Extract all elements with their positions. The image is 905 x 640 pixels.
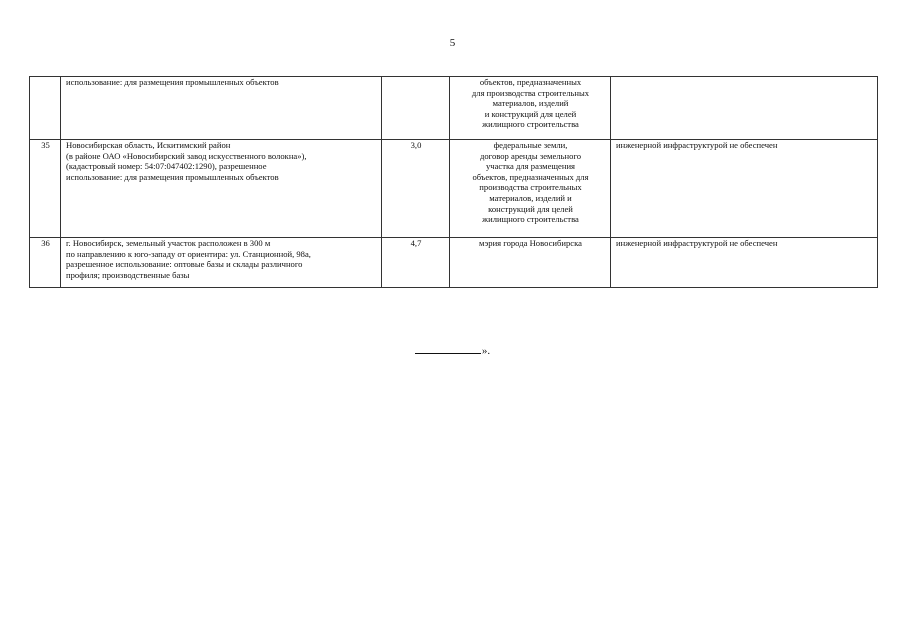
location-cell: г. Новосибирск, земельный участок расположен в 300 м по направлению к юго-западу от ориентира: ул. Станционной, 98а, разрешенное использование: оптовые базы и склады различного профиля; производственные базы [61, 238, 382, 288]
infrastructure-cell: инженерной инфраструктурой не обеспечен [611, 140, 878, 238]
table-row [30, 238, 878, 288]
ownership-cell: федеральные земли, договор аренды земельного участка для размещения объектов, предназначенных для производства строительных материалов, изделий и конструкций для целей жилищного строительства [450, 140, 611, 238]
infrastructure-cell [611, 77, 878, 140]
location-cell: Новосибирская область, Искитимский район (в районе ОАО «Новосибирский завод искусственного волокна»), (кадастровый номер: 54:07:047402:1290), разрешенное использование: для размещения промышленных объектов [61, 140, 382, 238]
row-number-cell [30, 77, 61, 140]
table-row [30, 77, 878, 140]
area-cell: 3,0 [382, 140, 450, 238]
area-cell: 4,7 [382, 238, 450, 288]
table-row [30, 140, 878, 238]
closing-quote: ». [481, 345, 491, 357]
signature-line [415, 344, 481, 354]
ownership-cell: мэрия города Новосибирска [450, 238, 611, 288]
area-cell [382, 77, 450, 140]
closing-mark [0, 344, 905, 357]
location-cell: использование: для размещения промышленных объектов [61, 77, 382, 140]
land-plots-table [29, 76, 878, 288]
row-number-cell: 35 [30, 140, 61, 238]
infrastructure-cell: инженерной инфраструктурой не обеспечен [611, 238, 878, 288]
page-number: 5 [449, 37, 456, 49]
row-number-cell: 36 [30, 238, 61, 288]
ownership-cell: объектов, предназначенных для производства строительных материалов, изделий и конструкций для целей жилищного строительства [450, 77, 611, 140]
